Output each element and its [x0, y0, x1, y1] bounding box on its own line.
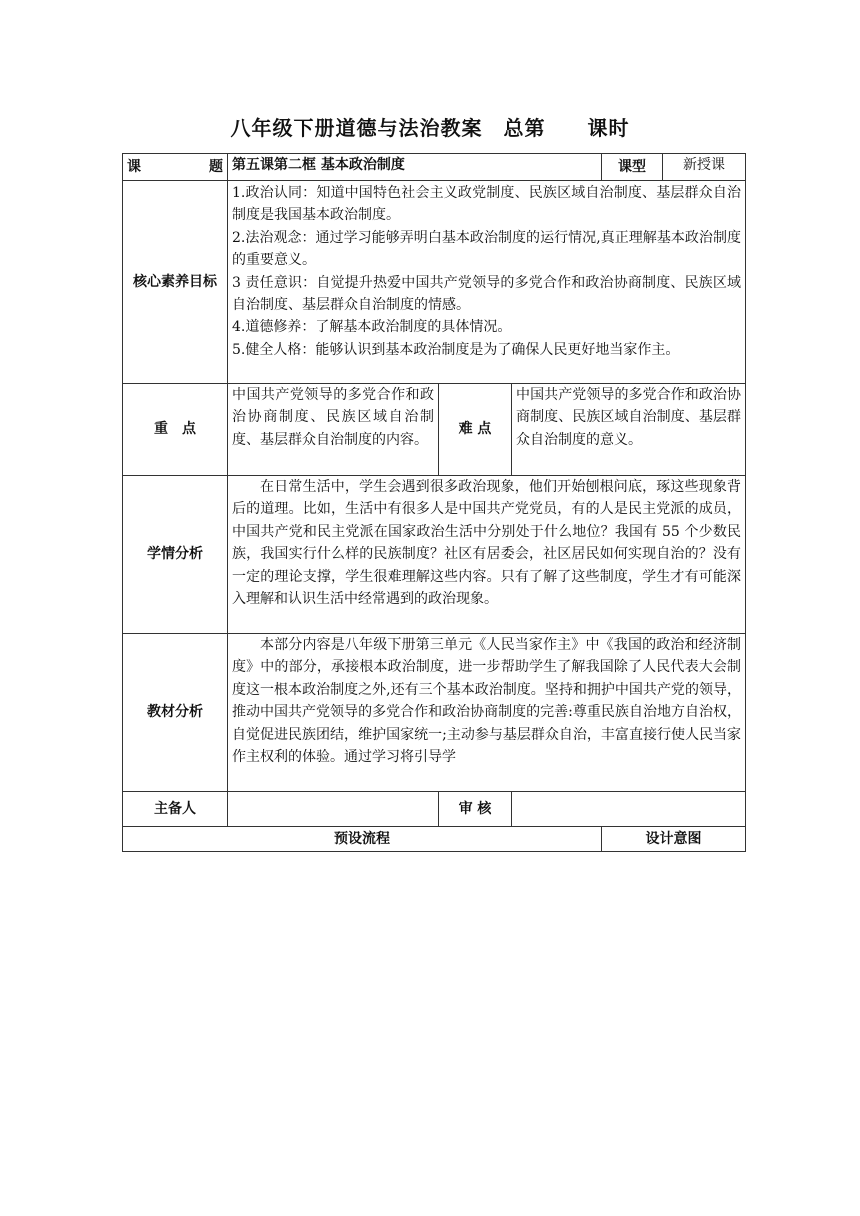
student-analysis-text: 在日常生活中，学生会遇到很多政治现象，他们开始刨根问底，琢这些现象背后的道理。比如，生活中有很多人是中国共产党党员，有的人是民主党派的成员，中国共产党和民主党派在国家政治生活中分别处于什么地位？我国有 55 个少数民族，我国实行什么样的民族制度？社区有居委会，社区居民如何实现自治的？没有一定的理论支撑，学生很难理解这些内容。只有了解了这些制度，学生才有可能深入理解和认识生活中经常遇到的政治现象。: [228, 476, 746, 634]
material-analysis-text: 本部分内容是八年级下册第三单元《人民当家作主》中《我国的政治和经济制度》中的部分，承接根本政治制度，进一步帮助学生了解我国除了人民代表大会制度这一根本政治制度之外,还有三个基本政治制度。坚持和拥护中国共产党的领导，推动中国共产党领导的多党合作和政治协商制度的完善:尊重民族自治地方自治权，自觉促进民族团结，维护国家统一;主动参与基层群众自治，丰富直接行使人民当家作主权利的体验。通过学习将引导学: [228, 634, 746, 792]
table-row-material-analysis: [123, 634, 746, 792]
topic-value: 第五课第二框 基本政治制度: [228, 154, 602, 181]
goals-content: [228, 181, 746, 384]
lesson-plan-table: [122, 153, 746, 852]
material-analysis-label: 教材分析: [123, 634, 228, 792]
reviewer-value: [512, 792, 746, 827]
goal-item: 4.道德修养：了解基本政治制度的具体情况。: [232, 319, 512, 336]
table-row-key-points: [123, 384, 746, 476]
goal-item: 1.政治认同：知道中国特色社会主义政党制度、民族区域自治制度、基层群众自治制度是我国基本政治制度。: [232, 185, 741, 224]
lesson-type-value: 新授课: [663, 154, 746, 181]
table-row-staff: [123, 792, 746, 827]
design-intent-label: 设计意图: [602, 827, 746, 852]
table-row-flow-header: [123, 827, 746, 852]
goal-item: 2.法治观念：通过学习能够弄明白基本政治制度的运行情况,真正理解基本政治制度的重要意义。: [232, 229, 741, 269]
preparer-label: 主备人: [123, 792, 228, 827]
key-points-label: 重 点: [123, 384, 228, 476]
table-row-topic: [123, 154, 746, 181]
goal-item: 5.健全人格：能够认识到基本政治制度是为了确保人民更好地当家作主。: [232, 341, 680, 358]
document-title: 八年级下册道德与法治教案 总第 课时: [230, 116, 630, 140]
key-points-value: 中国共产党领导的多党合作和政治协商制度、民族区域自治制度、基层群众自治制度的内容。: [228, 384, 439, 476]
difficult-points-value: 中国共产党领导的多党合作和政治协商制度、民族区域自治制度、基层群众自治制度的意义。: [512, 384, 746, 476]
preparer-value: [228, 792, 439, 827]
reviewer-label: 审 核: [439, 792, 512, 827]
difficult-points-label: 难 点: [439, 384, 512, 476]
topic-label: 课 题: [123, 154, 228, 181]
student-analysis-label: 学情分析: [123, 476, 228, 634]
table-row-goals: [123, 181, 746, 384]
preset-flow-label: 预设流程: [123, 827, 602, 852]
lesson-type-label: 课型: [602, 154, 663, 181]
goal-item: 3 责任意识：自觉提升热爱中国共产党领导的多党合作和政治协商制度、民族区域自治制度、基层群众自治制度的情感。: [232, 274, 741, 314]
table-row-student-analysis: [123, 476, 746, 634]
goals-label: 核心素养目标: [123, 181, 228, 384]
